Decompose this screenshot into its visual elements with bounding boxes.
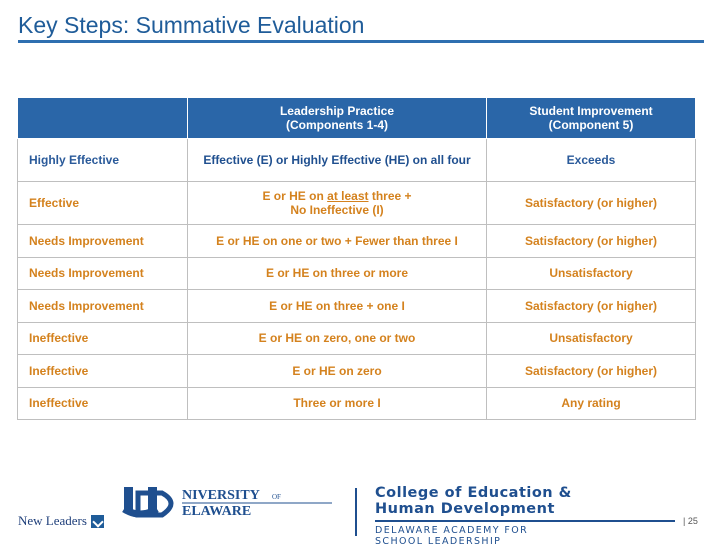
new-leaders-text: New Leaders [18,513,87,528]
leadership-cell: Effective (E) or Highly Effective (HE) on all four [188,139,487,182]
table-header-row [18,98,696,139]
leadership-cell: E or HE on three + one I [188,290,487,323]
leadership-cell: E or HE on zero, one or two [188,322,487,355]
table-row [18,322,696,355]
leadership-cell: Three or more I [188,387,487,420]
table-row [18,139,696,182]
footer-divider [355,488,357,536]
table-row [18,257,696,290]
title-underline [18,40,704,43]
student-cell: Any rating [487,387,696,420]
svg-text:OF: OF [272,493,281,501]
slide-title: Key Steps: Summative Evaluation [18,12,365,38]
leadership-line2: No Ineffective (I) [290,203,384,217]
header-leadership-line2: (Components 1-4) [286,118,388,132]
rating-cell: Ineffective [18,387,188,420]
page-number: | 25 [683,516,698,526]
rating-cell: Ineffective [18,322,188,355]
academy-line1: DELAWARE ACADEMY FOR [375,525,529,536]
rating-cell: Needs Improvement [18,290,188,323]
leadership-underlined: at least [327,189,369,203]
leadership-cell: E or HE on one or two + Fewer than three I [188,225,487,258]
student-cell: Satisfactory (or higher) [487,225,696,258]
student-cell: Satisfactory (or higher) [487,182,696,225]
rating-cell: Needs Improvement [18,257,188,290]
student-cell: Unsatisfactory [487,322,696,355]
student-cell: Exceeds [487,139,696,182]
leadership-cell [188,182,487,225]
svg-text:NIVERSITY: NIVERSITY [182,488,260,503]
college-line1: College of Education & [375,485,572,501]
student-cell: Satisfactory (or higher) [487,355,696,388]
table-row [18,290,696,323]
college-line2: Human Development [375,501,555,517]
new-leaders-arrow-icon [91,515,104,528]
leadership-pre: E or HE on [262,189,328,203]
leadership-cell: E or HE on zero [188,355,487,388]
rating-cell: Highly Effective [18,139,188,182]
academy-line2: SCHOOL LEADERSHIP [375,536,502,547]
table-row [18,387,696,420]
header-leadership-practice [188,98,487,139]
leadership-cell: E or HE on three or more [188,257,487,290]
student-cell: Satisfactory (or higher) [487,290,696,323]
header-rating [18,98,188,139]
student-cell: Unsatisfactory [487,257,696,290]
new-leaders-logo [18,512,104,530]
university-of-delaware-logo [122,483,347,523]
academy-rule [375,520,675,522]
table-row [18,355,696,388]
header-student-line1: Student Improvement [529,104,653,118]
header-student-line2: (Component 5) [548,118,634,132]
leadership-post: three + [368,189,412,203]
table-row [18,225,696,258]
svg-text:ELAWARE: ELAWARE [182,504,252,519]
header-student-improvement [487,98,696,139]
rating-cell: Ineffective [18,355,188,388]
table-row [18,182,696,225]
header-leadership-line1: Leadership Practice [279,104,395,118]
rating-cell: Needs Improvement [18,225,188,258]
college-logo [375,485,695,547]
summative-evaluation-table [17,97,696,420]
rating-cell: Effective [18,182,188,225]
leadership-line1 [194,189,480,203]
